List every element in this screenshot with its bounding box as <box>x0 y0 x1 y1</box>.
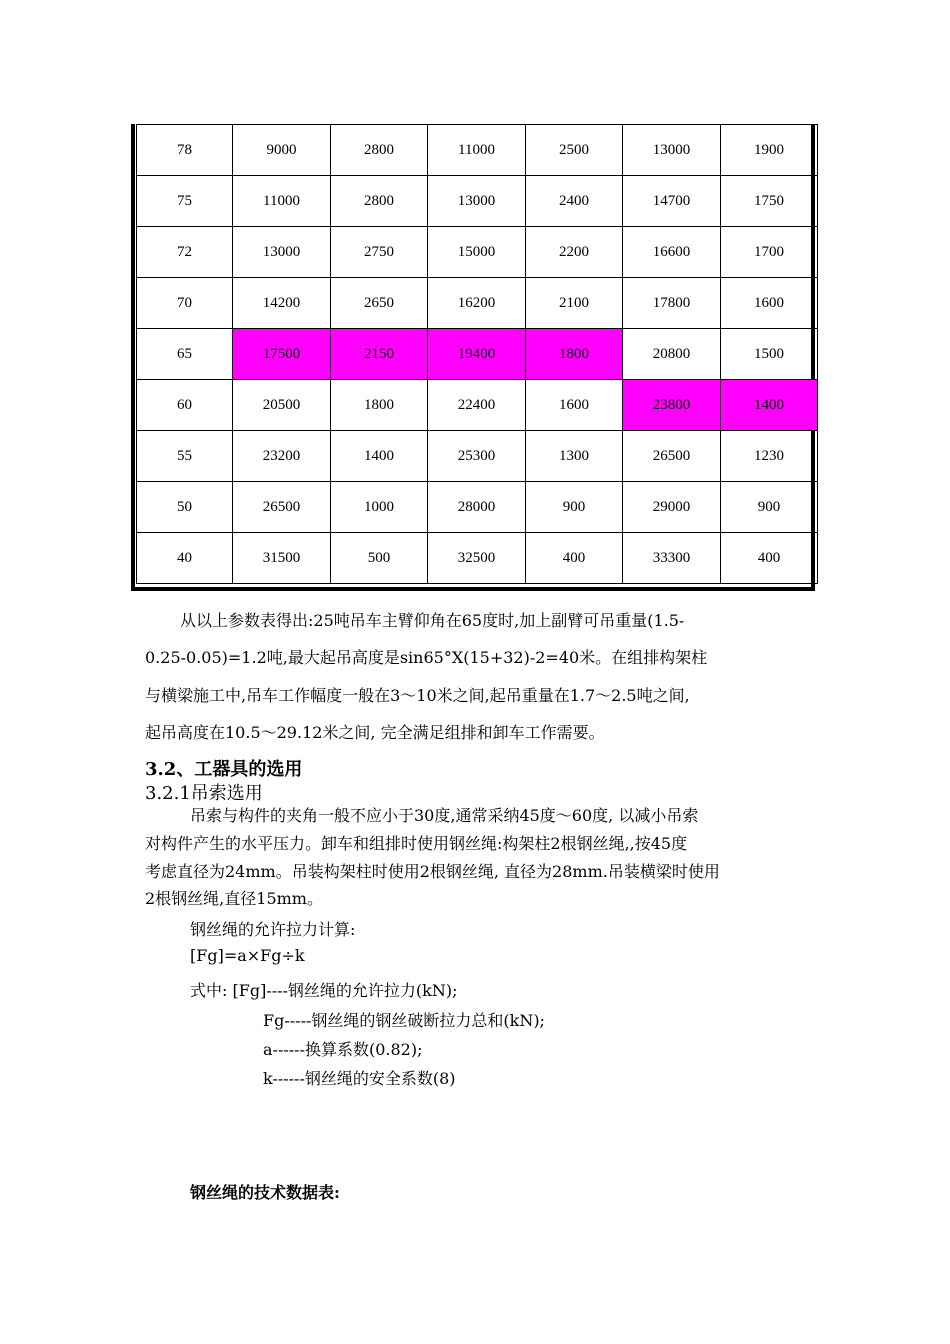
sling-line-4: 2根钢丝绳,直径15mm。 <box>145 889 323 908</box>
value-cell: 1500 <box>721 329 818 380</box>
value-cell: 900 <box>721 482 818 533</box>
value-cell: 9000 <box>233 125 331 176</box>
crane-load-table <box>136 124 818 584</box>
conclusion-line-1: 从以上参数表得出:25吨吊车主臂仰角在65度时,加上副臂可吊重量(1.5- <box>180 611 685 630</box>
value-cell: 2750 <box>331 227 428 278</box>
value-cell: 1800 <box>331 380 428 431</box>
value-cell: 14200 <box>233 278 331 329</box>
value-cell: 2650 <box>331 278 428 329</box>
sling-line-2: 对构件产生的水平压力。卸车和组排时使用钢丝绳:构架柱2根钢丝绳,,按45度 <box>145 834 688 853</box>
angle-cell: 78 <box>137 125 233 176</box>
table-row <box>137 533 818 584</box>
value-cell: 2400 <box>526 176 623 227</box>
formula-equation: [Fg]=a×Fg÷k <box>190 946 305 965</box>
table-row <box>137 227 818 278</box>
value-cell: 14700 <box>623 176 721 227</box>
value-cell: 400 <box>526 533 623 584</box>
angle-cell: 75 <box>137 176 233 227</box>
value-cell: 13000 <box>623 125 721 176</box>
table-row <box>137 380 818 431</box>
value-cell: 13000 <box>428 176 526 227</box>
table-row <box>137 278 818 329</box>
formula-where-1: 式中: [Fg]----钢丝绳的允许拉力(kN); <box>190 981 458 1000</box>
value-cell: 1600 <box>526 380 623 431</box>
formula-where-2: Fg-----钢丝绳的钢丝破断拉力总和(kN); <box>263 1011 545 1030</box>
value-cell: 2100 <box>526 278 623 329</box>
value-cell: 1230 <box>721 431 818 482</box>
sling-line-3: 考虑直径为24mm。吊装构架柱时使用2根钢丝绳, 直径为28mm.吊装横梁时使用 <box>145 862 720 881</box>
angle-cell: 60 <box>137 380 233 431</box>
subsection-heading: 3.2.1吊索选用 <box>145 783 263 804</box>
value-cell: 26500 <box>623 431 721 482</box>
table-row <box>137 482 818 533</box>
value-cell: 2800 <box>331 125 428 176</box>
tech-table-title: 钢丝绳的技术数据表: <box>190 1183 340 1202</box>
value-cell: 1300 <box>526 431 623 482</box>
value-cell: 1900 <box>721 125 818 176</box>
value-cell: 17800 <box>623 278 721 329</box>
value-cell: 400 <box>721 533 818 584</box>
angle-cell: 70 <box>137 278 233 329</box>
value-cell: 15000 <box>428 227 526 278</box>
value-cell: 900 <box>526 482 623 533</box>
value-cell: 500 <box>331 533 428 584</box>
sling-line-1: 吊索与构件的夹角一般不应小于30度,通常采纳45度～60度, 以减小吊索 <box>190 806 699 825</box>
value-cell: 16200 <box>428 278 526 329</box>
value-cell: 29000 <box>623 482 721 533</box>
value-cell: 1000 <box>331 482 428 533</box>
value-cell: 20800 <box>623 329 721 380</box>
value-cell: 19400 <box>428 329 526 380</box>
table-row <box>137 329 818 380</box>
value-cell: 17500 <box>233 329 331 380</box>
conclusion-line-2: 0.25-0.05)=1.2吨,最大起吊高度是sin65°X(15+32)-2=40米。在组排构架柱 <box>145 648 708 667</box>
value-cell: 16600 <box>623 227 721 278</box>
value-cell: 1400 <box>721 380 818 431</box>
crane-table-body <box>137 125 818 584</box>
formula-where-4: k------钢丝绳的安全系数(8) <box>263 1069 456 1088</box>
value-cell: 1800 <box>526 329 623 380</box>
angle-cell: 40 <box>137 533 233 584</box>
value-cell: 23800 <box>623 380 721 431</box>
table-row <box>137 176 818 227</box>
value-cell: 1400 <box>331 431 428 482</box>
conclusion-line-4: 起吊高度在10.5～29.12米之间, 完全满足组排和卸车工作需要。 <box>145 723 605 742</box>
angle-cell: 55 <box>137 431 233 482</box>
angle-cell: 50 <box>137 482 233 533</box>
value-cell: 28000 <box>428 482 526 533</box>
value-cell: 1700 <box>721 227 818 278</box>
value-cell: 25300 <box>428 431 526 482</box>
value-cell: 11000 <box>428 125 526 176</box>
value-cell: 2800 <box>331 176 428 227</box>
value-cell: 2200 <box>526 227 623 278</box>
angle-cell: 65 <box>137 329 233 380</box>
value-cell: 31500 <box>233 533 331 584</box>
value-cell: 2150 <box>331 329 428 380</box>
value-cell: 20500 <box>233 380 331 431</box>
section-heading: 3.2、工器具的选用 <box>145 759 303 780</box>
value-cell: 23200 <box>233 431 331 482</box>
value-cell: 22400 <box>428 380 526 431</box>
formula-title: 钢丝绳的允许拉力计算: <box>190 920 356 939</box>
value-cell: 26500 <box>233 482 331 533</box>
value-cell: 11000 <box>233 176 331 227</box>
conclusion-line-3: 与横梁施工中,吊车工作幅度一般在3～10米之间,起吊重量在1.7～2.5吨之间, <box>145 686 690 705</box>
table-row <box>137 431 818 482</box>
value-cell: 1750 <box>721 176 818 227</box>
value-cell: 32500 <box>428 533 526 584</box>
value-cell: 2500 <box>526 125 623 176</box>
formula-where-3: a------换算系数(0.82); <box>263 1040 423 1059</box>
value-cell: 13000 <box>233 227 331 278</box>
table-row <box>137 125 818 176</box>
angle-cell: 72 <box>137 227 233 278</box>
value-cell: 1600 <box>721 278 818 329</box>
value-cell: 33300 <box>623 533 721 584</box>
